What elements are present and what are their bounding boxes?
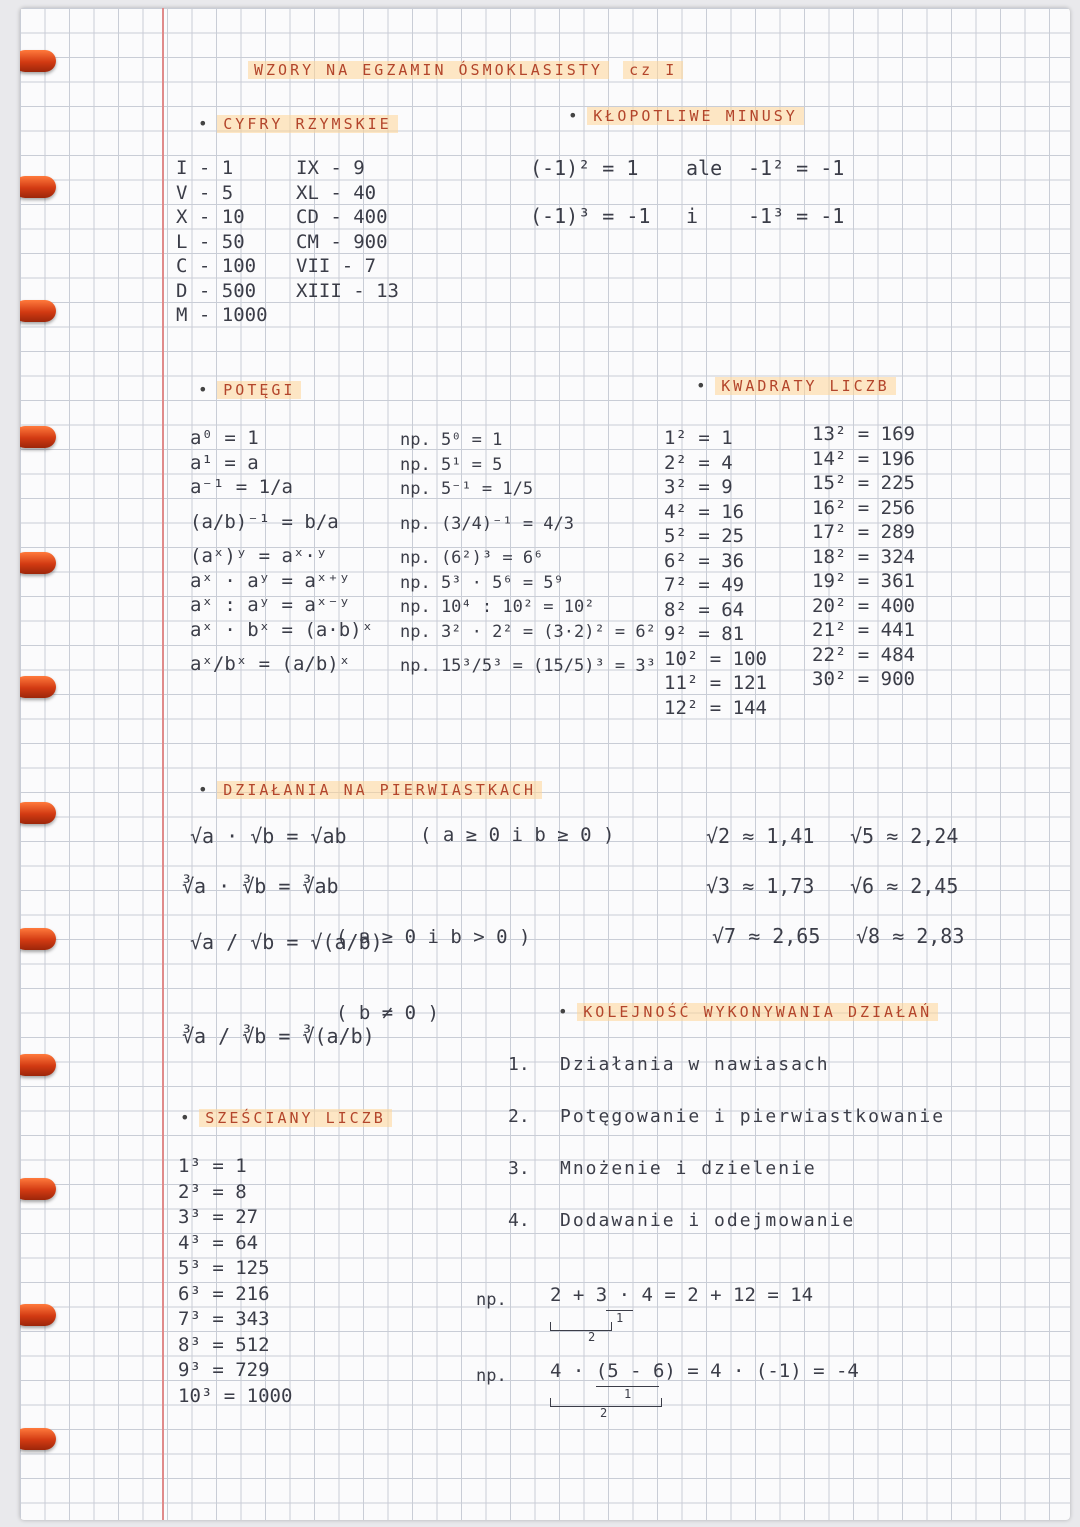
- list-item: 18² = 324: [812, 545, 915, 568]
- order-heading: • KOLEJNOŚĆ WYKONYWANIA DZIAŁAŃ: [558, 1002, 938, 1021]
- list-item: 2² = 4: [664, 451, 733, 474]
- notebook-page: [20, 8, 1070, 1520]
- list-item: aˣ · bˣ = (a·b)ˣ: [190, 618, 374, 641]
- roman-list-2: [296, 156, 399, 303]
- squares-list-2: [812, 422, 915, 692]
- squares-heading: • KWADRATY LICZB: [696, 376, 896, 395]
- list-item: 3³ = 27: [178, 1206, 259, 1228]
- order-example-bracket: [550, 1322, 612, 1331]
- list-item: np. 5⁻¹ = 1/5: [400, 479, 534, 499]
- page-title-text: WZORY NA EGZAMIN ÓSMOKLASISTY: [248, 61, 609, 79]
- root-cond-1: ( a ≥ 0 i b ≥ 0 ): [420, 824, 615, 846]
- binder-ring: [20, 176, 56, 198]
- order-step-text: Potęgowanie i pierwiastkowanie: [560, 1106, 946, 1127]
- squares-list-1: [664, 426, 767, 720]
- list-item: np. (3/4)⁻¹ = 4/3: [400, 513, 574, 534]
- binder-ring: [20, 928, 56, 950]
- root-cond-3: ( a ≥ 0 i b > 0 ): [336, 926, 531, 948]
- list-item: V - 5: [176, 181, 234, 204]
- root-approx: √2 ≈ 1,41: [706, 824, 815, 848]
- list-item: 4² = 16: [664, 500, 745, 523]
- binder-ring: [20, 552, 56, 574]
- list-item: 21² = 441: [812, 619, 915, 641]
- list-item: 8³ = 512: [178, 1333, 270, 1356]
- list-item: 10³ = 1000: [178, 1384, 293, 1407]
- list-item: IX - 9: [296, 157, 365, 179]
- root-approx: √8 ≈ 2,83: [856, 924, 965, 948]
- root-approx: √7 ≈ 2,65: [712, 924, 821, 948]
- list-item: M - 1000: [176, 304, 268, 326]
- list-item: 15² = 225: [812, 472, 915, 494]
- list-item: 7³ = 343: [178, 1308, 270, 1330]
- page-title: [248, 60, 683, 80]
- binder-ring: [20, 426, 56, 448]
- minus-row-right: -1³ = -1: [748, 204, 845, 228]
- list-item: 5³ = 125: [178, 1257, 270, 1279]
- binder-ring: [20, 300, 56, 322]
- binder-ring: [20, 802, 56, 824]
- list-item: np. (6²)³ = 6⁶: [400, 548, 544, 568]
- order-step-num: 3.: [508, 1158, 530, 1179]
- minus-conj: ale: [686, 156, 723, 180]
- order-example-mark: 1: [606, 1310, 633, 1325]
- minus-row: (-1)² = 1: [530, 156, 639, 180]
- order-example-prefix: np.: [476, 1366, 507, 1386]
- roman-list-1: [176, 156, 268, 328]
- list-item: aˣ · aʸ = aˣ⁺ʸ: [190, 569, 351, 592]
- list-item: 6³ = 216: [178, 1282, 270, 1305]
- list-item: 22² = 484: [812, 643, 915, 666]
- list-item: a⁰ = 1: [190, 427, 259, 449]
- list-item: 4³ = 64: [178, 1231, 259, 1254]
- minus-row: (-1)³ = -1: [530, 204, 651, 228]
- list-item: XIII - 13: [296, 279, 399, 302]
- list-item: L - 50: [176, 230, 245, 253]
- cubes-list: [178, 1154, 292, 1409]
- order-step-text: Dodawanie i odejmowanie: [560, 1210, 856, 1231]
- list-item: (aˣ)ʸ = aˣ·ʸ: [190, 545, 328, 567]
- roman-heading: • CYFRY RZYMSKIE: [198, 114, 398, 133]
- powers-rules: [190, 426, 373, 677]
- order-step-num: 2.: [508, 1106, 530, 1127]
- list-item: XL - 40: [296, 181, 377, 204]
- binder-ring: [20, 676, 56, 698]
- list-item: 9³ = 729: [178, 1359, 270, 1381]
- list-item: 12² = 144: [664, 696, 767, 719]
- list-item: 30² = 900: [812, 668, 915, 690]
- binder-ring: [20, 50, 56, 72]
- list-item: CD - 400: [296, 206, 388, 228]
- list-item: (a/b)⁻¹ = b/a: [190, 510, 339, 533]
- list-item: 11² = 121: [664, 672, 767, 694]
- list-item: 16² = 256: [812, 496, 915, 519]
- order-example-expr: 4 · (5 - 6) = 4 · (-1) = -4: [550, 1360, 859, 1382]
- list-item: VII - 7: [296, 255, 377, 277]
- order-example-prefix: np.: [476, 1290, 507, 1310]
- root-rule-1: √a · √b = √ab: [190, 824, 347, 848]
- binder-ring: [20, 1178, 56, 1200]
- list-item: 7² = 49: [664, 574, 745, 596]
- order-example-mark: 2: [588, 1330, 596, 1344]
- list-item: 20² = 400: [812, 594, 915, 617]
- order-example-mark: 2: [600, 1406, 608, 1420]
- list-item: 6² = 36: [664, 549, 745, 572]
- list-item: 1³ = 1: [178, 1155, 247, 1177]
- list-item: X - 10: [176, 206, 245, 228]
- root-approx: √3 ≈ 1,73: [706, 874, 815, 898]
- order-step-text: Mnożenie i dzielenie: [560, 1158, 817, 1179]
- list-item: 19² = 361: [812, 570, 915, 592]
- list-item: aˣ/bˣ = (a/b)ˣ: [190, 653, 351, 675]
- root-rule-2: ∛a · ∛b = ∛ab: [182, 874, 339, 898]
- list-item: 14² = 196: [812, 447, 915, 470]
- list-item: 10² = 100: [664, 647, 767, 670]
- list-item: 3² = 9: [664, 476, 733, 498]
- list-item: CM - 900: [296, 230, 388, 253]
- root-approx: √6 ≈ 2,45: [850, 874, 959, 898]
- list-item: C - 100: [176, 255, 257, 277]
- list-item: D - 500: [176, 279, 257, 302]
- cubes-heading: • SZEŚCIANY LICZB: [180, 1108, 392, 1127]
- page-title-part: cz I: [623, 61, 683, 79]
- list-item: np. 3² · 2² = (3·2)² = 6²: [400, 621, 656, 642]
- list-item: a⁻¹ = 1/a: [190, 476, 293, 498]
- order-step-text: Działania w nawiasach: [560, 1054, 830, 1075]
- binder-ring: [20, 1054, 56, 1076]
- list-item: 8² = 64: [664, 598, 745, 621]
- root-rule-3: √a / √b = √(a/b): [190, 930, 383, 954]
- list-item: 2³ = 8: [178, 1180, 247, 1203]
- root-rule-4: ∛a / ∛b = ∛(a/b): [182, 1024, 375, 1048]
- order-example-mark: 1: [596, 1386, 659, 1401]
- list-item: a¹ = a: [190, 451, 259, 474]
- list-item: 9² = 81: [664, 623, 745, 645]
- minus-conj: i: [686, 204, 699, 228]
- roots-heading: • DZIAŁANIA NA PIERWIASTKACH: [198, 780, 542, 799]
- list-item: 13² = 169: [812, 423, 915, 445]
- margin-line: [162, 8, 164, 1520]
- binder-ring: [20, 1428, 56, 1450]
- list-item: 17² = 289: [812, 521, 915, 543]
- root-cond-4: ( b ≠ 0 ): [336, 1002, 439, 1024]
- order-step-num: 4.: [508, 1210, 530, 1231]
- list-item: 1² = 1: [664, 427, 733, 449]
- list-item: aˣ : aʸ = aˣ⁻ʸ: [190, 594, 351, 616]
- minus-heading: • KŁOPOTLIWE MINUSY: [568, 106, 804, 125]
- list-item: np. 5¹ = 5: [400, 454, 503, 475]
- order-step-num: 1.: [508, 1054, 530, 1075]
- minus-row-right: -1² = -1: [748, 156, 845, 180]
- list-item: I - 1: [176, 157, 234, 179]
- powers-heading: • POTĘGI: [198, 380, 301, 399]
- list-item: np. 5³ · 5⁶ = 5⁹: [400, 572, 564, 593]
- list-item: 5² = 25: [664, 525, 745, 547]
- powers-examples: [400, 428, 656, 679]
- list-item: np. 5⁰ = 1: [400, 430, 503, 450]
- list-item: np. 10⁴ : 10² = 10²: [400, 597, 595, 617]
- order-example-expr: 2 + 3 · 4 = 2 + 12 = 14: [550, 1284, 814, 1306]
- binder-ring: [20, 1304, 56, 1326]
- list-item: np. 15³/5³ = (15/5)³ = 3³: [400, 656, 656, 676]
- root-approx: √5 ≈ 2,24: [850, 824, 959, 848]
